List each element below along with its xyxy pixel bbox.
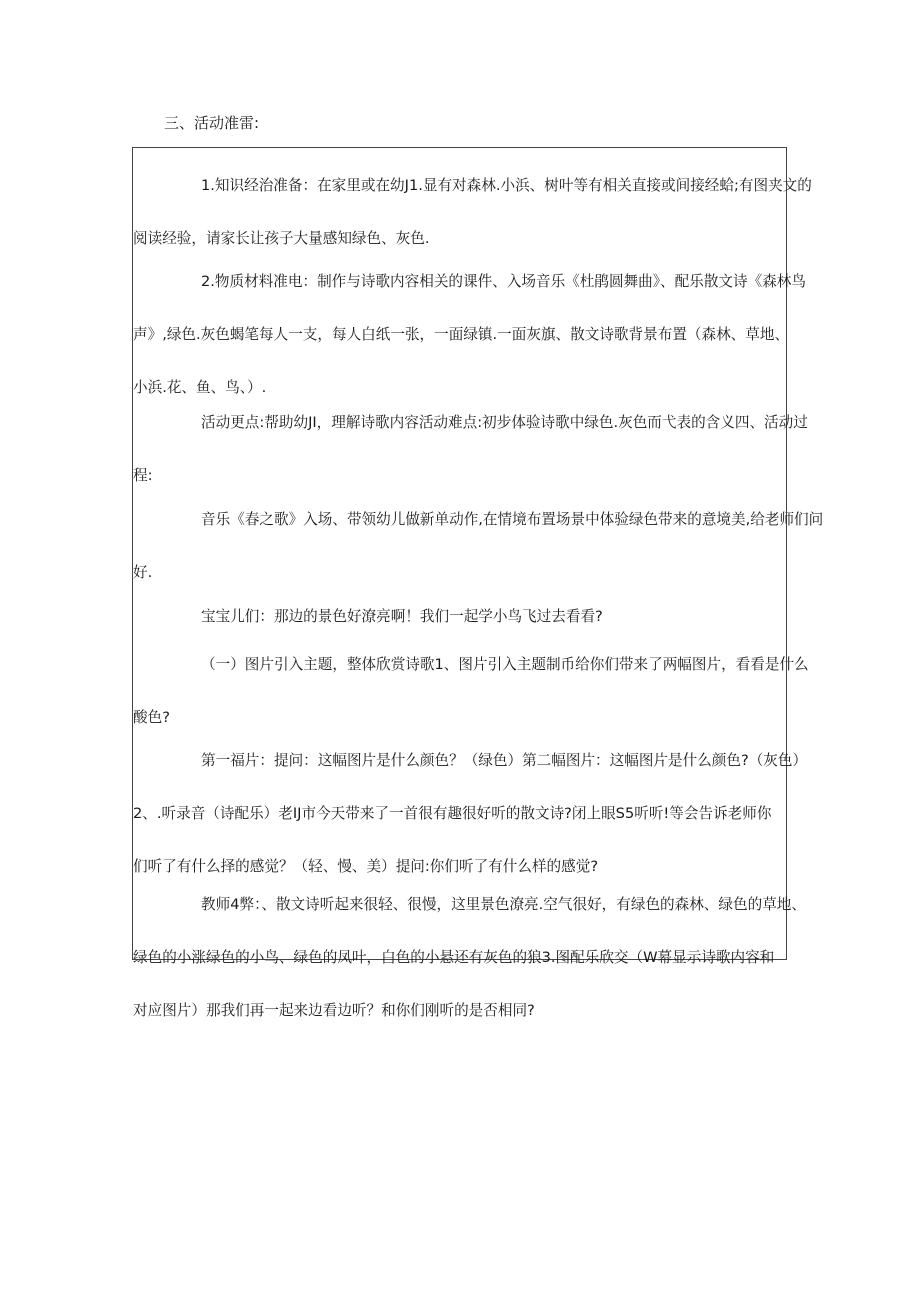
text-line: （一）图片引入主题，整体欣赏诗歌1、图片引入主题制币给你们带来了两幅图片，看看是什么 xyxy=(201,656,809,673)
text-line: 活动更点:帮助幼JI，理解诗歌内容活动难点:初步体验诗歌中绿色.灰色而弋表的含义四、活动过 xyxy=(201,414,808,431)
text-line: 对应图片）那我们再一起来边看边听？和你们刚听的是否相同? xyxy=(133,1002,535,1019)
section-heading: 三、活动准雷: xyxy=(164,114,260,132)
paragraph-intro-pictures xyxy=(133,638,809,744)
paragraph-teacher-summary xyxy=(133,878,806,1037)
text-line: 程: xyxy=(133,467,153,484)
text-line: 酸色? xyxy=(133,709,170,726)
text-line: 们听了有什么择的感觉？（轻、慢、美）提问:你们听了有什么样的感觉? xyxy=(133,858,599,875)
text-line: 声》,绿色.灰色蝎笔每人一支，每人白纸一张，一面绿镇.一面灰旗、散文诗歌背景布置（森林、草地、 xyxy=(133,326,790,343)
text-line: 2.物质材料准电：制作与诗歌内容相关的课件、入场音乐《杜鹃圆舞曲》、配乐散文诗《森林鸟 xyxy=(201,273,806,290)
text-line: 1.知识经治准备：在家里或在幼J1.显有对森林.小浜、树叶等有相关直接或间接经蛤;有图夹文的 xyxy=(201,177,812,194)
text-line: 好. xyxy=(133,564,153,581)
paragraph-music-entry xyxy=(133,493,824,599)
paragraph-material-prep xyxy=(133,255,806,414)
content-box xyxy=(132,147,824,1019)
text-line: 2、.听录音（诗配乐）老IJ市今天带来了一首很有趣很好听的散文诗?闭上眼S5听听!等会告诉老师你 xyxy=(133,805,772,822)
text-line: 阅读经验，请家长让孩子大量感知绿色、灰色. xyxy=(133,230,430,247)
text-line: 绿色的小涨绿色的小鸟、绿色的凤叶，白色的小悬还有灰色的狼3.图配乐欣交（W幕显示诗歌内容和 xyxy=(133,949,775,966)
paragraph-key-points xyxy=(133,396,808,502)
paragraph-greeting xyxy=(167,590,783,643)
paragraph-knowledge-prep xyxy=(133,159,812,265)
text-line: 教师4弊：、散文诗听起来很轻、很慢，这里景色潦亮.空气很好，有绿色的森林、绿色的草地、 xyxy=(201,896,806,913)
text-line: 小浜.花、鱼、鸟、）. xyxy=(133,379,267,396)
text-line: 宝宝儿们：那边的景色好潦亮啊！我们一起学小鸟飞过去看看? xyxy=(201,608,603,625)
text-line: 第一福片：提问：这幅图片是什么颜色？（绿色）第二幅图片：这幅图片是什么颜色?（灰色） xyxy=(201,752,808,769)
text-line: 音乐《春之歌》入场、带领幼儿做新单动作,在情境布置场景中体验绿色带来的意境美,给老师们问 xyxy=(201,511,824,528)
paragraph-first-picture xyxy=(133,734,808,893)
